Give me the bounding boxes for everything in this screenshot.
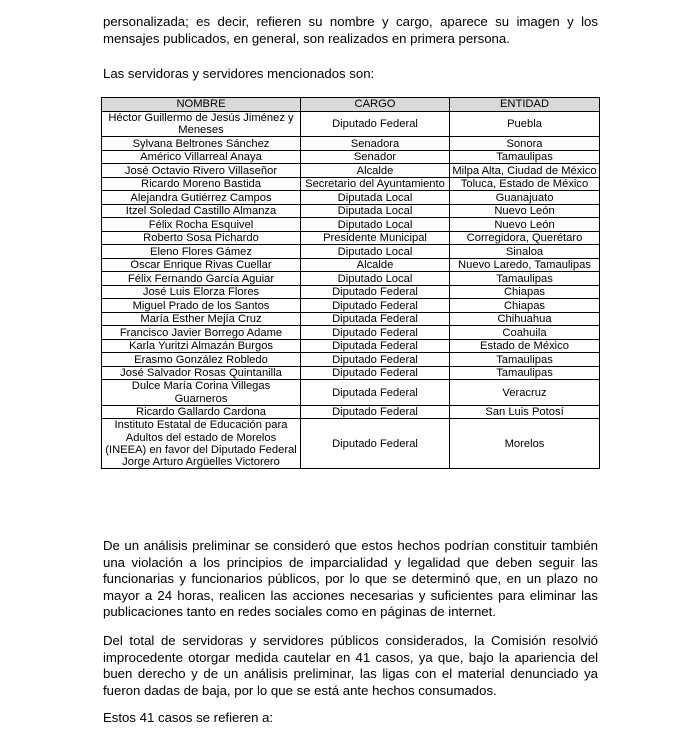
- cell-nombre: Miguel Prado de los Santos: [102, 299, 301, 313]
- cell-nombre: Roberto Sosa Pichardo: [102, 231, 301, 245]
- cell-cargo: Diputado Local: [301, 272, 450, 286]
- table-body: [102, 112, 600, 469]
- table-row: [102, 299, 600, 313]
- table-header-row: [102, 98, 600, 112]
- cell-cargo: Diputado Federal: [301, 419, 450, 469]
- cell-entidad: San Luis Potosí: [450, 405, 600, 419]
- cell-nombre: Ricardo Moreno Bastida: [102, 177, 301, 191]
- cell-entidad: Guanajuato: [450, 191, 600, 205]
- cell-cargo: Diputada Federal: [301, 380, 450, 405]
- cell-nombre: Eleno Flores Gámez: [102, 245, 301, 259]
- cell-entidad: Coahuila: [450, 326, 600, 340]
- table-row: [102, 258, 600, 272]
- cell-cargo: Diputada Local: [301, 204, 450, 218]
- cell-nombre: Instituto Estatal de Educación para Adultos del estado de Morelos (INEEA) en favor del Diputado Federal Jorge Arturo Argüelles Victorero: [102, 419, 301, 469]
- table-row: [102, 285, 600, 299]
- cell-nombre: Dulce María Corina Villegas Guarneros: [102, 380, 301, 405]
- cell-entidad: Nuevo Laredo, Tamaulipas: [450, 258, 600, 272]
- cell-cargo: Diputada Local: [301, 191, 450, 205]
- cell-nombre: José Luis Elorza Flores: [102, 285, 301, 299]
- cell-cargo: Senadora: [301, 137, 450, 151]
- table-row: [102, 164, 600, 178]
- cell-entidad: Puebla: [450, 112, 600, 137]
- cell-entidad: Corregidora, Querétaro: [450, 231, 600, 245]
- cell-nombre: José Octavio Rivero Villaseñor: [102, 164, 301, 178]
- cell-cargo: Diputado Local: [301, 218, 450, 232]
- analysis-paragraph: De un análisis preliminar se consideró que estos hechos podrían constituir también una violación a los principios de imparcialidad y legalidad que deben seguir las funcionarias y funcionarios públicos, por lo que se determinó que, en un plazo no mayor a 24 horas, realicen las acciones necesarias y suficientes para eliminar las publicaciones tanto en redes sociales como en páginas de internet.: [103, 538, 598, 620]
- table-row: [102, 137, 600, 151]
- cell-entidad: Sonora: [450, 137, 600, 151]
- cell-nombre: José Salvador Rosas Quintanilla: [102, 366, 301, 380]
- cell-entidad: Veracruz: [450, 380, 600, 405]
- intro-paragraph: personalizada; es decir, refieren su nombre y cargo, aparece su imagen y los mensajes publicados, en general, son realizados en primera persona.: [103, 14, 598, 46]
- cell-cargo: Diputado Federal: [301, 326, 450, 340]
- table-row: [102, 380, 600, 405]
- cell-cargo: Diputado Federal: [301, 405, 450, 419]
- cell-cargo: Alcalde: [301, 258, 450, 272]
- table-row: [102, 326, 600, 340]
- table-row: [102, 339, 600, 353]
- cell-entidad: Tamaulipas: [450, 353, 600, 367]
- cell-cargo: Diputada Federal: [301, 339, 450, 353]
- cell-nombre: Alejandra Gutiérrez Campos: [102, 191, 301, 205]
- cell-entidad: Morelos: [450, 419, 600, 469]
- cell-cargo: Diputada Federal: [301, 312, 450, 326]
- table-row: [102, 419, 600, 469]
- table-row: [102, 112, 600, 137]
- cell-nombre: Héctor Guillermo de Jesús Jiménez y Meneses: [102, 112, 301, 137]
- cell-cargo: Diputado Federal: [301, 366, 450, 380]
- table-row: [102, 405, 600, 419]
- cell-entidad: Chiapas: [450, 285, 600, 299]
- table-row: [102, 204, 600, 218]
- cell-entidad: Nuevo León: [450, 218, 600, 232]
- cell-cargo: Alcalde: [301, 164, 450, 178]
- table-row: [102, 353, 600, 367]
- cell-entidad: Milpa Alta, Ciudad de México: [450, 164, 600, 178]
- cell-entidad: Chihuahua: [450, 312, 600, 326]
- table-row: [102, 272, 600, 286]
- cell-cargo: Diputado Local: [301, 245, 450, 259]
- cell-nombre: Sylvana Beltrones Sánchez: [102, 137, 301, 151]
- cell-nombre: María Esther Mejía Cruz: [102, 312, 301, 326]
- cell-cargo: Senador: [301, 150, 450, 164]
- table-row: [102, 150, 600, 164]
- cell-entidad: Estado de México: [450, 339, 600, 353]
- cell-entidad: Chiapas: [450, 299, 600, 313]
- table-row: [102, 191, 600, 205]
- cell-entidad: Tamaulipas: [450, 150, 600, 164]
- total-paragraph: Del total de servidoras y servidores públicos considerados, la Comisión resolvió improcedente otorgar medida cautelar en 41 casos, ya que, bajo la apariencia del buen derecho y de un análisis preliminar, las ligas con el material denunciado ya fueron dadas de baja, por lo que se está ante hechos consumados.: [103, 633, 598, 698]
- cell-cargo: Presidente Municipal: [301, 231, 450, 245]
- table-row: [102, 245, 600, 259]
- table-row: [102, 218, 600, 232]
- table-row: [102, 231, 600, 245]
- header-cargo: CARGO: [301, 98, 450, 112]
- table-row: [102, 366, 600, 380]
- cell-nombre: Ricardo Gallardo Cardona: [102, 405, 301, 419]
- cell-cargo: Diputado Federal: [301, 112, 450, 137]
- cell-nombre: Erasmo González Robledo: [102, 353, 301, 367]
- header-entidad: ENTIDAD: [450, 98, 600, 112]
- cell-entidad: Tamaulipas: [450, 272, 600, 286]
- list-intro-paragraph: Las servidoras y servidores mencionados son:: [103, 66, 375, 81]
- header-nombre: NOMBRE: [102, 98, 301, 112]
- cell-nombre: Óscar Enrique Rivas Cuellar: [102, 258, 301, 272]
- cell-entidad: Toluca, Estado de México: [450, 177, 600, 191]
- cell-nombre: Francisco Javier Borrego Adame: [102, 326, 301, 340]
- cell-entidad: Nuevo León: [450, 204, 600, 218]
- cell-entidad: Sinaloa: [450, 245, 600, 259]
- cases-paragraph: Estos 41 casos se refieren a:: [103, 710, 274, 725]
- cell-cargo: Diputado Federal: [301, 353, 450, 367]
- cell-entidad: Tamaulipas: [450, 366, 600, 380]
- cell-nombre: Karla Yuritzi Almazán Burgos: [102, 339, 301, 353]
- cell-nombre: Itzel Soledad Castillo Almanza: [102, 204, 301, 218]
- cell-cargo: Secretario del Ayuntamiento: [301, 177, 450, 191]
- officials-table: [101, 97, 600, 469]
- table-row: [102, 312, 600, 326]
- cell-nombre: Félix Rocha Esquivel: [102, 218, 301, 232]
- cell-cargo: Diputado Federal: [301, 285, 450, 299]
- cell-nombre: Félix Fernando García Aguiar: [102, 272, 301, 286]
- cell-cargo: Diputado Federal: [301, 299, 450, 313]
- table-row: [102, 177, 600, 191]
- cell-nombre: Américo Villarreal Anaya: [102, 150, 301, 164]
